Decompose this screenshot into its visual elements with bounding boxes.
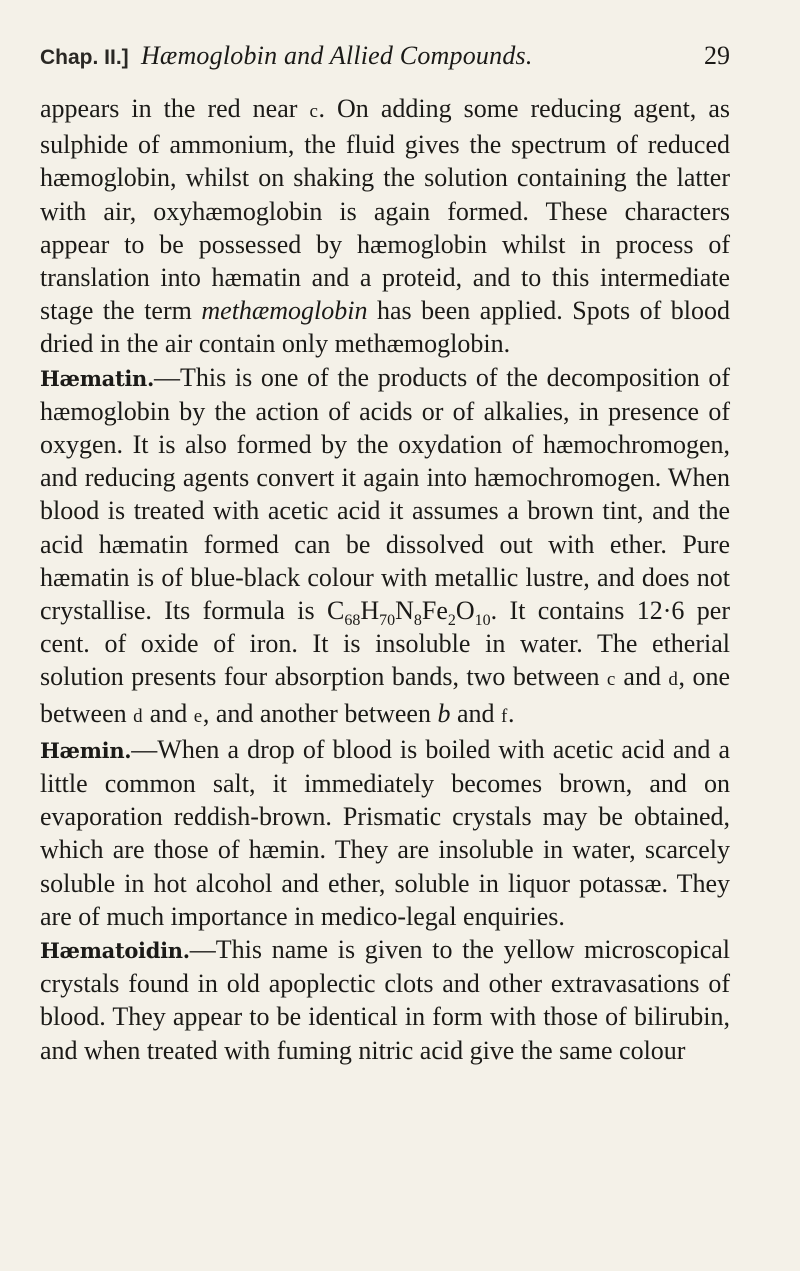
text-run: .: [507, 698, 515, 728]
paragraph-haematin: [40, 361, 730, 733]
running-head: [40, 38, 730, 82]
text-run: —When a drop of blood is boiled with acetic acid and a little common salt, it immediately becomes brown, and on evaporation reddish-brown. Prismatic crystals may be obtained, which are those of hæmin. They are insoluble in water, scarcely soluble in hot alcohol and ether, soluble in liquor potassæ. They are of much importance in medico-legal enquiries.: [40, 734, 730, 931]
spectral-line-d: d: [668, 669, 679, 691]
text-run: , and another between: [202, 698, 438, 728]
text-run: and: [143, 698, 194, 728]
paragraph-haematoidin: [40, 933, 730, 1067]
running-title: Hæmoglobin and Allied Compounds.: [140, 41, 533, 70]
formula-subscript: 70: [379, 612, 396, 630]
heading-term-haematoidin: Hæmatoidin.: [40, 938, 190, 964]
italic-term-methaemoglobin: methæmoglobin: [201, 296, 368, 326]
page-number: 29: [704, 41, 730, 70]
text-run: appears in the red near: [40, 94, 310, 123]
formula-subscript: 8: [413, 612, 422, 630]
formula-subscript: 2: [447, 612, 456, 630]
formula-element: H: [360, 596, 380, 626]
formula-element: N: [395, 596, 414, 626]
formula-subscript: 68: [344, 612, 361, 630]
text-run: has been applied. Spots of blood dried in the air contain only methæmoglobin.: [40, 296, 730, 359]
text-run: . On adding some reducing agent, as sulphide of ammonium, the fluid gives the spectrum of reduced hæmoglobin, whilst on shaking the solution containing the latter with air, oxyhæmoglobin is again formed. These characters appear to be possessed by hæmoglobin whilst in process of translation into hæmatin and a proteid, and to this intermediate stage the term: [40, 94, 730, 326]
spectral-line-c: c: [606, 669, 616, 691]
spectral-line-d: d: [133, 705, 144, 727]
text-run: . It contains 12·6 per cent. of oxide of iron. It is insoluble in water. The etherial solution presents four absorption bands, two between: [40, 596, 730, 692]
text-run: —This name is given to the yellow microscopical crystals found in old apoplectic clots and other extravasations of blood. They appear to be identical in form with those of bilirubin, and when treated with fuming nitric acid give the same colour: [40, 935, 730, 1065]
text-run: and: [450, 698, 501, 728]
heading-term-haematin: Hæmatin.: [40, 365, 155, 391]
spectral-line-e: e: [193, 705, 203, 727]
formula-subscript: 10: [474, 612, 491, 630]
paragraph-haemin: [40, 733, 730, 933]
chapter-label: Chap. II.]: [40, 46, 129, 69]
spectral-line-f: f: [501, 705, 508, 727]
body-text: [40, 92, 730, 1067]
text-run: , one between: [40, 662, 730, 728]
formula-element: O: [455, 596, 475, 626]
spectral-line-c: c: [309, 101, 319, 122]
text-run: —This is one of the products of the decomposition of hæmoglobin by the action of acids or of alkalies, in presence of oxygen. It is also formed by the oxydation of hæmochromogen, and reducing agents convert it again into hæmochromogen. When blood is treated with acetic acid it assumes a brown tint, and the acid hæmatin formed can be dissolved out with ether. Pure hæmatin is of blue-black colour with metallic lustre, and does not crystallise. Its formula is C: [40, 362, 730, 626]
spectral-line-b: b: [437, 698, 451, 728]
text-run: and: [615, 662, 669, 692]
paragraph-methaemoglobin: [40, 92, 730, 361]
heading-term-haemin: Hæmin.: [40, 737, 132, 763]
formula-element: Fe: [421, 596, 448, 626]
